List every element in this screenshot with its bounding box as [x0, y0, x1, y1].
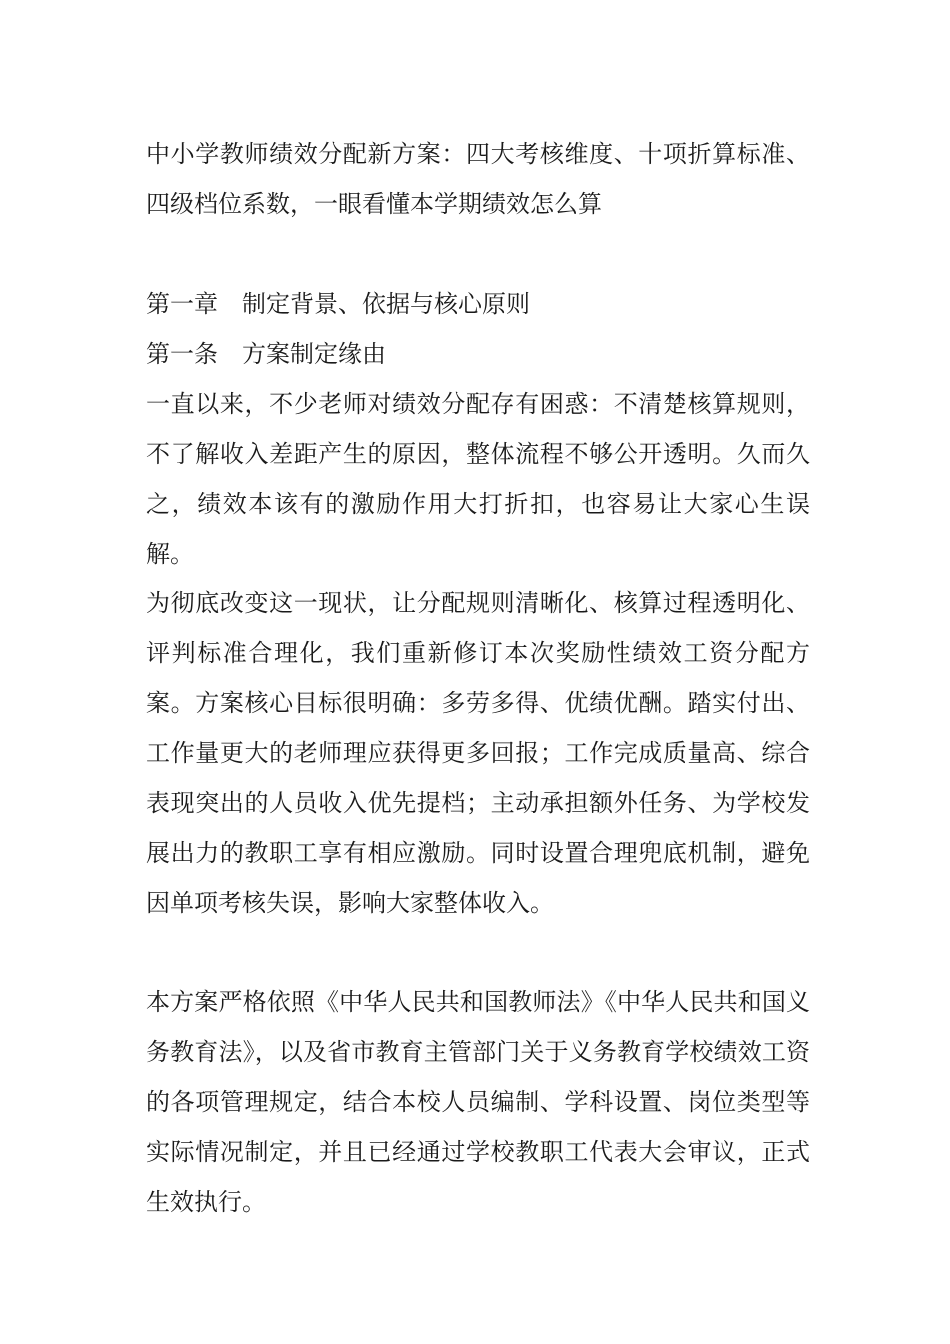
chapter-heading: 第一章 制定背景、依据与核心原则 [146, 290, 530, 318]
article-heading: 第一条 方案制定缘由 [146, 340, 386, 368]
body-paragraph-3: 本方案严格依照《中华人民共和国教师法》《中华人民共和国义务教育法》，以及省市教育主管部门关于义务教育学校绩效工资的各项管理规定，结合本校人员编制、学科设置、岗位类型等实际情况制定，并且已经通过学校教职工代表大会审议，正式生效执行。 [146, 988, 810, 1216]
body-paragraph-1: 一直以来，不少老师对绩效分配存有困惑：不清楚核算规则，不了解收入差距产生的原因，整体流程不够公开透明。久而久之，绩效本该有的激励作用大打折扣，也容易让大家心生误解。 [146, 390, 810, 568]
body-paragraph-2: 为彻底改变这一现状，让分配规则清晰化、核算过程透明化、评判标准合理化，我们重新修订本次奖励性绩效工资分配方案。方案核心目标很明确：多劳多得、优绩优酬。踏实付出、工作量更大的老师理应获得更多回报；工作完成质量高、综合表现突出的人员收入优先提档；主动承担额外任务、为学校发展出力的教职工享有相应激励。同时设置合理兜底机制，避免因单项考核失误，影响大家整体收入。 [146, 589, 810, 917]
document-title: 中小学教师绩效分配新方案：四大考核维度、十项折算标准、四级档位系数，一眼看懂本学期绩效怎么算 [146, 140, 810, 218]
